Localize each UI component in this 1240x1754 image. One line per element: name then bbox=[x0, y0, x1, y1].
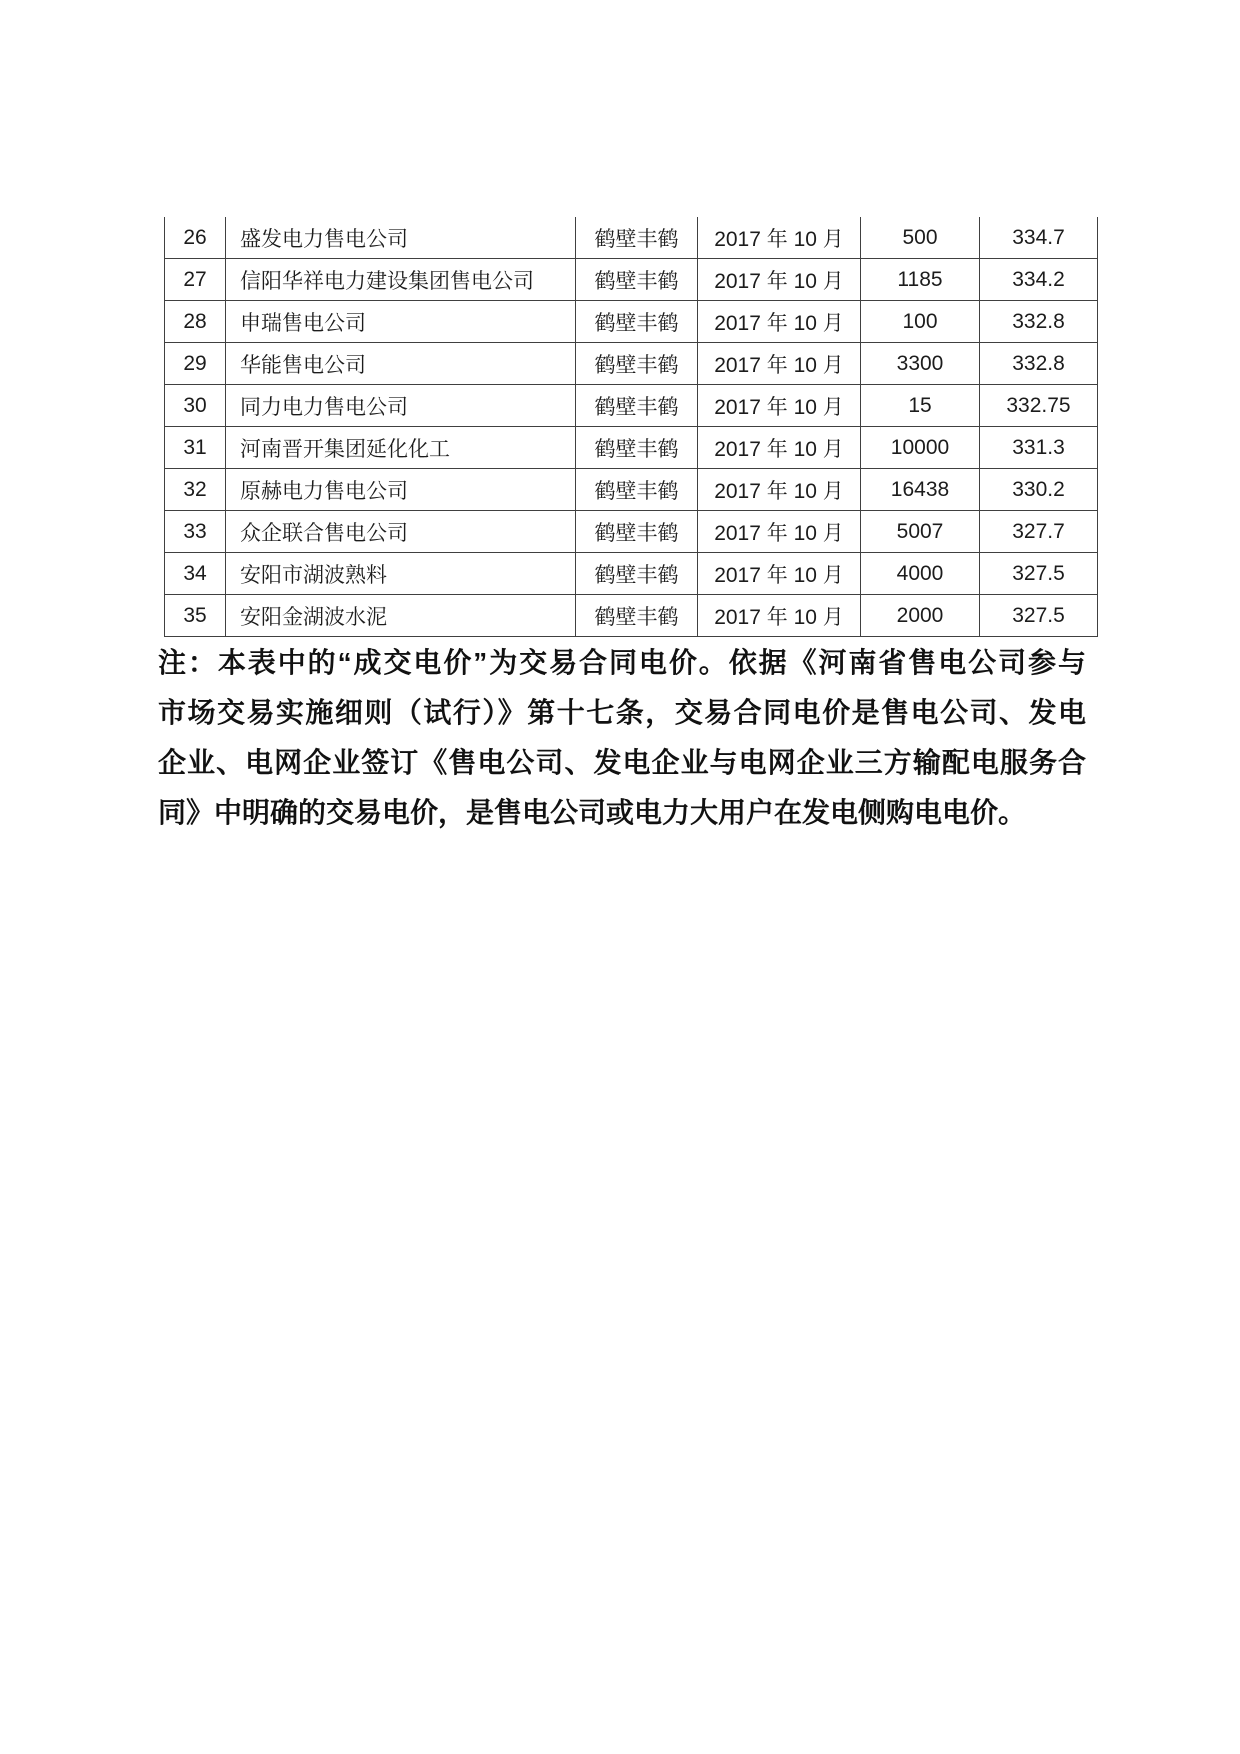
footnote-line: 同》中明确的交易电价，是售电公司或电力大用户在发电侧购电电价。 bbox=[158, 797, 1027, 828]
cell-trade-price: 332.75 bbox=[980, 385, 1098, 427]
cell-trade-volume: 4000 bbox=[861, 553, 980, 595]
cell-power-plant: 鹤壁丰鹤 bbox=[576, 595, 698, 637]
footnote-line: 市场交易实施细则（试行）》第十七条，交易合同电价是售电公司、发电 bbox=[158, 697, 1086, 728]
cell-trade-price: 330.2 bbox=[980, 469, 1098, 511]
cell-trade-month: 2017 年 10 月 bbox=[698, 511, 861, 553]
table-row bbox=[165, 511, 1098, 553]
cell-company-name: 安阳市湖波熟料 bbox=[226, 553, 576, 595]
power-trade-table bbox=[164, 217, 1098, 637]
cell-trade-volume: 500 bbox=[861, 217, 980, 259]
table-footnote bbox=[158, 638, 1086, 838]
cell-trade-volume: 15 bbox=[861, 385, 980, 427]
cell-row-number: 28 bbox=[165, 301, 226, 343]
cell-trade-month: 2017 年 10 月 bbox=[698, 469, 861, 511]
cell-trade-price: 332.8 bbox=[980, 343, 1098, 385]
cell-trade-price: 327.5 bbox=[980, 553, 1098, 595]
cell-row-number: 34 bbox=[165, 553, 226, 595]
cell-row-number: 33 bbox=[165, 511, 226, 553]
cell-company-name: 同力电力售电公司 bbox=[226, 385, 576, 427]
table-row bbox=[165, 469, 1098, 511]
cell-company-name: 申瑞售电公司 bbox=[226, 301, 576, 343]
cell-trade-month: 2017 年 10 月 bbox=[698, 553, 861, 595]
cell-trade-month: 2017 年 10 月 bbox=[698, 385, 861, 427]
cell-power-plant: 鹤壁丰鹤 bbox=[576, 511, 698, 553]
cell-company-name: 安阳金湖波水泥 bbox=[226, 595, 576, 637]
cell-row-number: 29 bbox=[165, 343, 226, 385]
cell-row-number: 26 bbox=[165, 217, 226, 259]
table-row bbox=[165, 385, 1098, 427]
footnote-line: 注：本表中的“成交电价”为交易合同电价。依据《河南省售电公司参与 bbox=[158, 647, 1086, 678]
cell-company-name: 华能售电公司 bbox=[226, 343, 576, 385]
cell-trade-month: 2017 年 10 月 bbox=[698, 259, 861, 301]
cell-trade-month: 2017 年 10 月 bbox=[698, 301, 861, 343]
cell-trade-volume: 10000 bbox=[861, 427, 980, 469]
table-row bbox=[165, 301, 1098, 343]
table-row bbox=[165, 427, 1098, 469]
cell-trade-volume: 2000 bbox=[861, 595, 980, 637]
cell-power-plant: 鹤壁丰鹤 bbox=[576, 385, 698, 427]
table-row bbox=[165, 595, 1098, 637]
cell-trade-volume: 5007 bbox=[861, 511, 980, 553]
cell-power-plant: 鹤壁丰鹤 bbox=[576, 259, 698, 301]
cell-trade-price: 327.7 bbox=[980, 511, 1098, 553]
cell-power-plant: 鹤壁丰鹤 bbox=[576, 427, 698, 469]
cell-trade-month: 2017 年 10 月 bbox=[698, 217, 861, 259]
cell-trade-price: 334.2 bbox=[980, 259, 1098, 301]
cell-trade-month: 2017 年 10 月 bbox=[698, 427, 861, 469]
cell-row-number: 32 bbox=[165, 469, 226, 511]
footnote-line: 企业、电网企业签订《售电公司、发电企业与电网企业三方输配电服务合 bbox=[158, 747, 1086, 778]
cell-power-plant: 鹤壁丰鹤 bbox=[576, 343, 698, 385]
cell-trade-volume: 16438 bbox=[861, 469, 980, 511]
table-row bbox=[165, 343, 1098, 385]
cell-power-plant: 鹤壁丰鹤 bbox=[576, 469, 698, 511]
cell-power-plant: 鹤壁丰鹤 bbox=[576, 301, 698, 343]
cell-company-name: 盛发电力售电公司 bbox=[226, 217, 576, 259]
cell-trade-volume: 3300 bbox=[861, 343, 980, 385]
cell-row-number: 35 bbox=[165, 595, 226, 637]
cell-trade-volume: 1185 bbox=[861, 259, 980, 301]
table-row bbox=[165, 217, 1098, 259]
cell-row-number: 31 bbox=[165, 427, 226, 469]
cell-power-plant: 鹤壁丰鹤 bbox=[576, 553, 698, 595]
cell-trade-price: 332.8 bbox=[980, 301, 1098, 343]
cell-trade-volume: 100 bbox=[861, 301, 980, 343]
cell-trade-month: 2017 年 10 月 bbox=[698, 595, 861, 637]
cell-trade-month: 2017 年 10 月 bbox=[698, 343, 861, 385]
table-row bbox=[165, 553, 1098, 595]
cell-company-name: 河南晋开集团延化化工 bbox=[226, 427, 576, 469]
cell-company-name: 众企联合售电公司 bbox=[226, 511, 576, 553]
power-trade-table-body bbox=[165, 217, 1098, 637]
cell-company-name: 信阳华祥电力建设集团售电公司 bbox=[226, 259, 576, 301]
cell-row-number: 30 bbox=[165, 385, 226, 427]
cell-power-plant: 鹤壁丰鹤 bbox=[576, 217, 698, 259]
cell-company-name: 原赫电力售电公司 bbox=[226, 469, 576, 511]
table-row bbox=[165, 259, 1098, 301]
cell-trade-price: 327.5 bbox=[980, 595, 1098, 637]
cell-trade-price: 334.7 bbox=[980, 217, 1098, 259]
cell-row-number: 27 bbox=[165, 259, 226, 301]
cell-trade-price: 331.3 bbox=[980, 427, 1098, 469]
